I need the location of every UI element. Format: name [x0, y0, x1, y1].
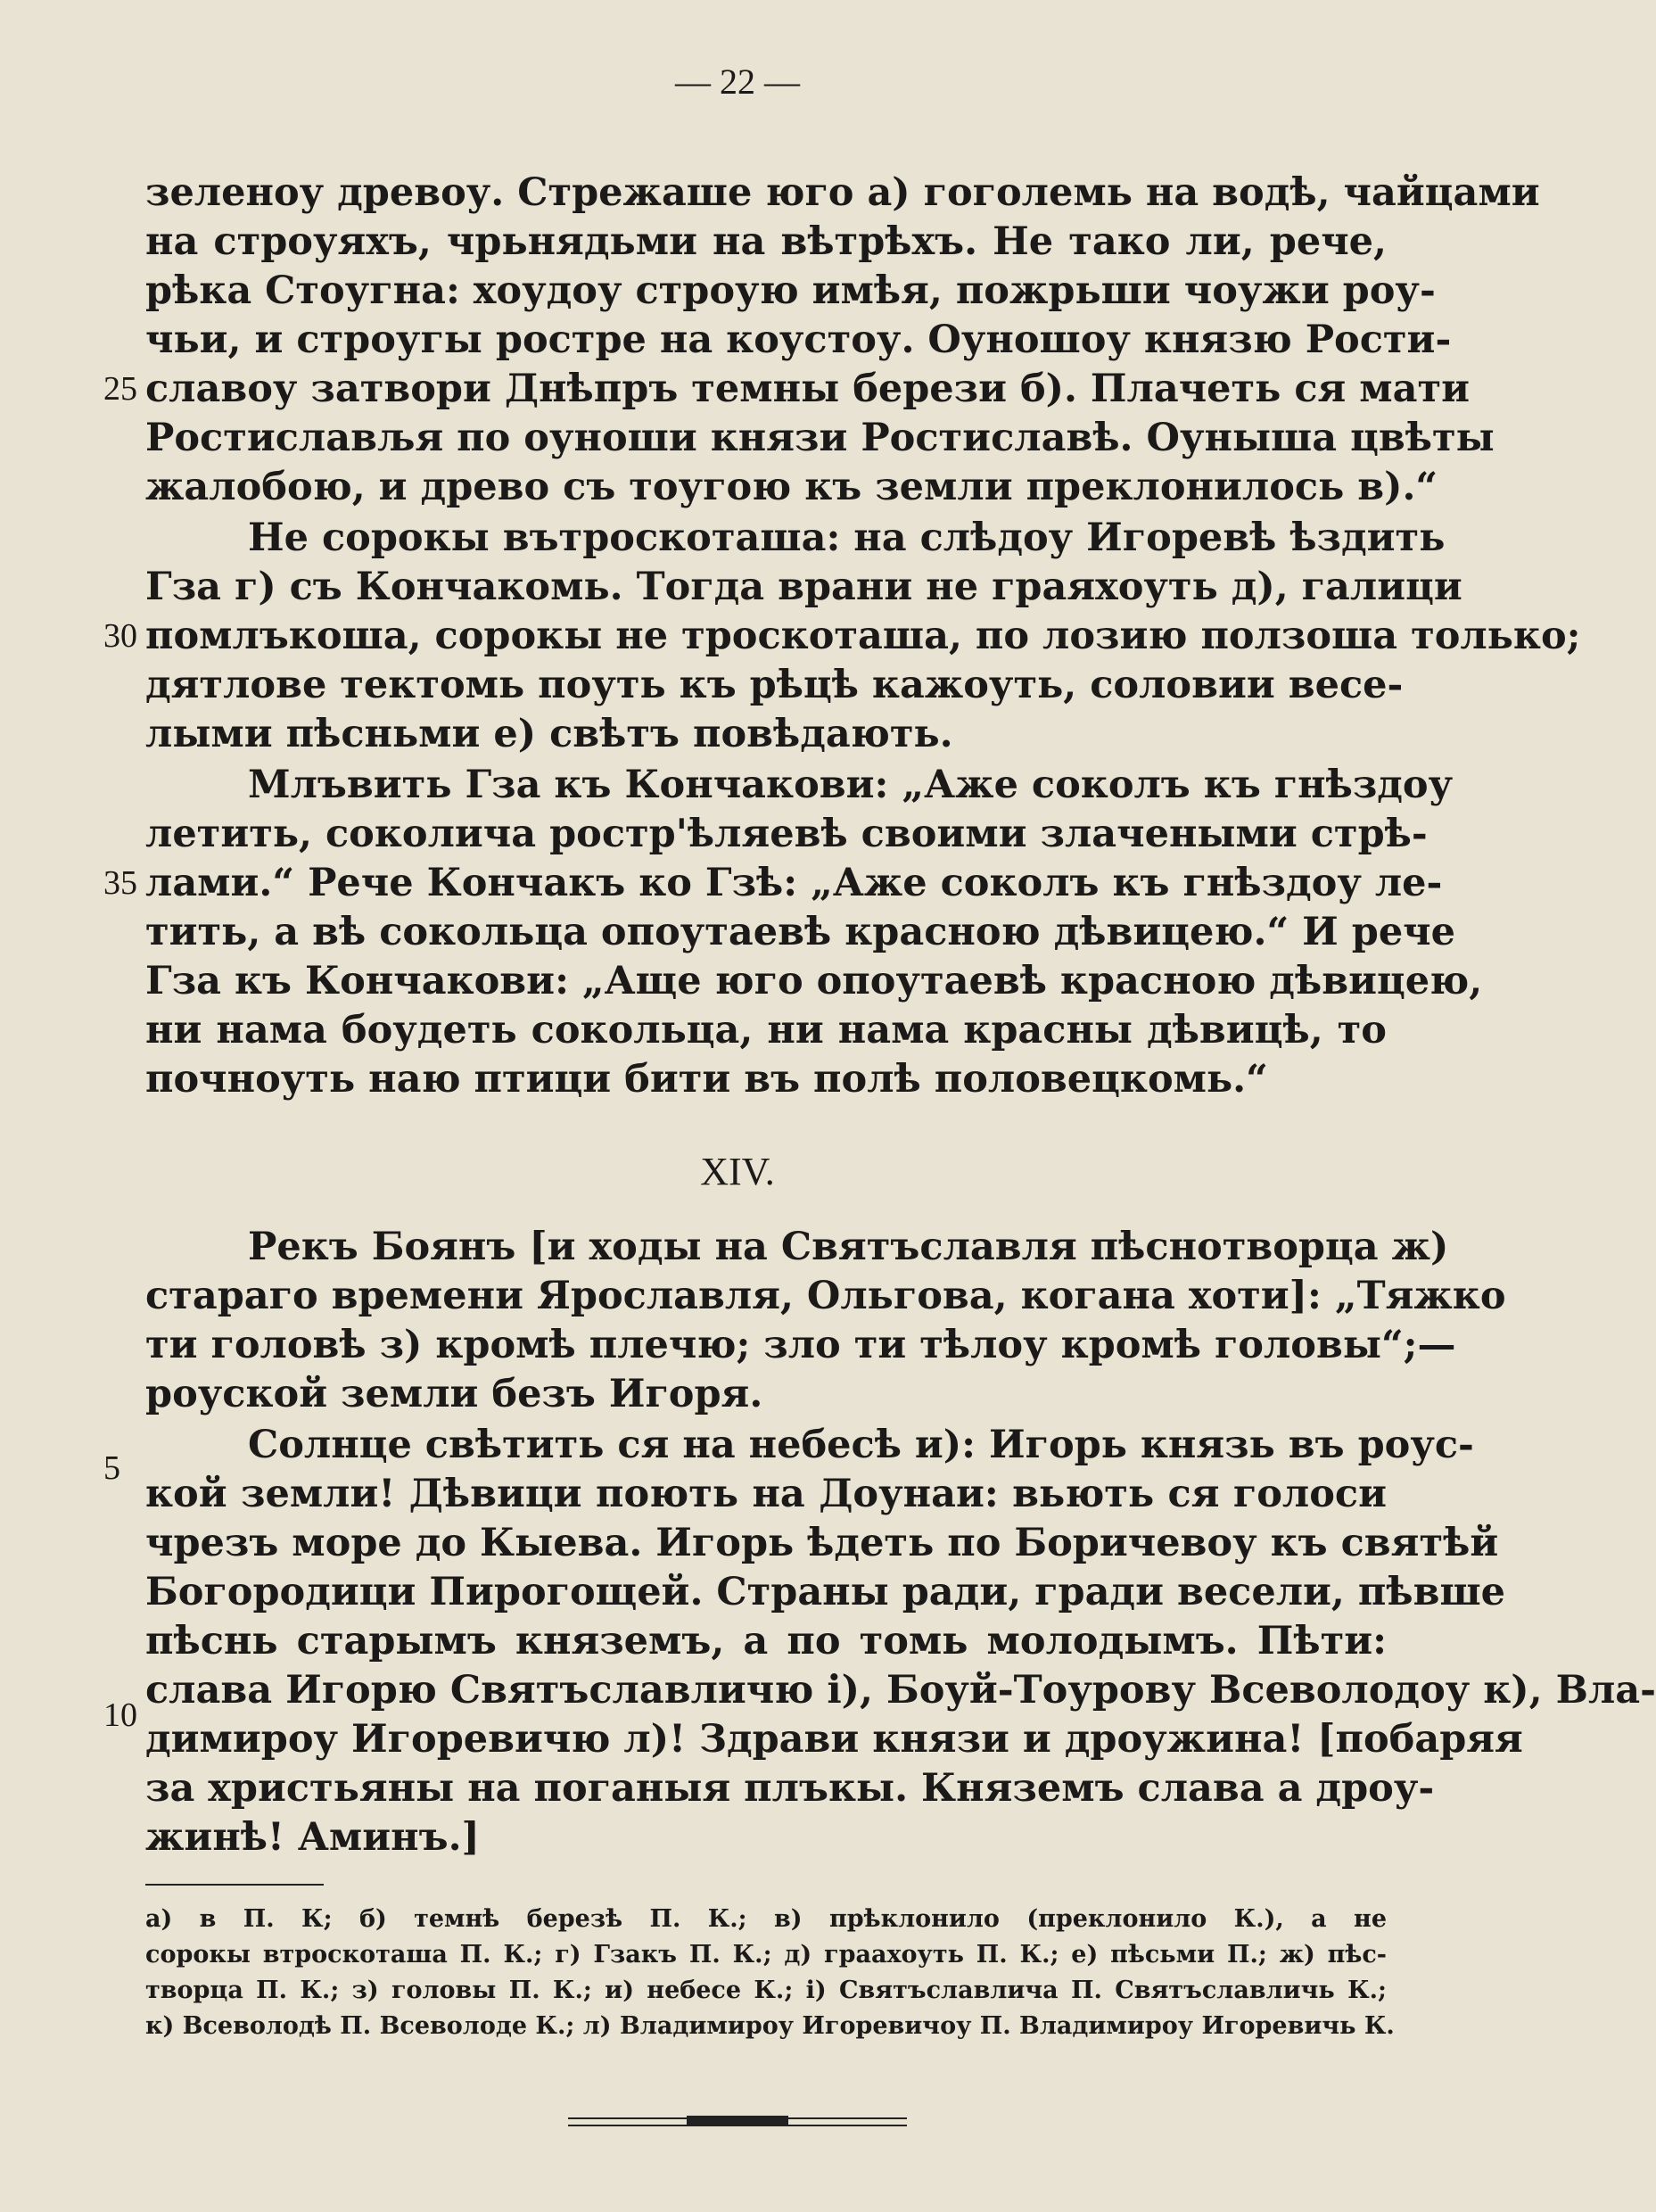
text-line: Рекъ Боянъ [и ходы на Святъславля пѣснотворца ж) [248, 1225, 1449, 1269]
text-line: чьи, и строугы ростре на коустоу. Оуношоу князю Рости- [145, 318, 1452, 362]
footnote-line: творца П. К.; з) головы П. К.; и) небесе К.; і) Святъславлича П. Святъславличь К.; [145, 1977, 1387, 2004]
footnote-line: сорокы втроскоташа П. К.; г) Гзакъ П. К.; д) граахоуть П. К.; е) пѣсьми П.; ж) пѣс- [145, 1941, 1387, 1969]
text-line: лыми пѣсньми е) свѣтъ повѣдають. [145, 712, 953, 756]
text-line: жалобою, и древо съ тоугою къ земли преклонилось в).“ [145, 465, 1438, 509]
text-line: ти головѣ з) кромѣ плечю; зло ти тѣлоу кромѣ головы“;— [145, 1323, 1456, 1367]
text-line: летить, соколича ростр'ѣляевѣ своими злачеными стрѣ- [145, 812, 1428, 856]
text-line: почноуть наю птици бити въ полѣ половецкомь.“ [145, 1057, 1268, 1102]
line-number: 5 [103, 1449, 120, 1487]
text-line: зеленоу древоу. Стрежаше юго а) гоголемь на водѣ, чайцами [145, 170, 1540, 215]
footnote-line: а) в П. К; б) темнѣ березѣ П. К.; в) прѣклонило (преклонило К.), а не [145, 1905, 1387, 1933]
text-line: дятлове тектомь поуть къ рѣцѣ кажоуть, соловии весе- [145, 663, 1404, 707]
text-line: жинѣ! Аминъ.] [145, 1815, 480, 1860]
line-number: 30 [103, 617, 137, 655]
text-line: рѣка Стоугна: хоудоу строую имѣя, пожрьши чоужи роу- [145, 268, 1436, 313]
text-line: помлъкоша, сорокы не троскоташа, по лозию ползоша только; [145, 614, 1581, 658]
text-line: Богородици Пирогощей. Страны ради, гради весели, пѣвше [145, 1570, 1506, 1614]
line-number: 35 [103, 864, 137, 902]
text-line: стараго времени Ярославля, Ольгова, когана хоти]: „Тяжко [145, 1274, 1506, 1318]
text-line: лами.“ Рече Кончакъ ко Гзѣ: „Аже соколъ къ гнѣздоу ле- [145, 861, 1443, 905]
text-line: слава Игорю Святъславличю і), Боуй-Тоурову Всеволодоу к), Вла- [145, 1668, 1656, 1713]
text-line: чрезъ море до Кыева. Игорь ѣдеть по Боричевоу къ святѣй [145, 1521, 1499, 1565]
text-line: Ростислављя по оуноши князи Ростиславѣ. Оуныша цвѣты [145, 416, 1495, 460]
footnote-rule [145, 1884, 324, 1886]
text-line: Гза г) съ Кончакомь. Тогда врани не граяхоуть д), галици [145, 565, 1462, 609]
text-line: за христьяны на поганыя плъкы. Княземъ слава а дроу- [145, 1766, 1435, 1811]
text-line: тить, а вѣ сокольца опоутаевѣ красною дѣвицею.“ И рече [145, 910, 1456, 954]
text-line: кой земли! Дѣвици поють на Доунаи: вьють ся голоси [145, 1472, 1387, 1516]
text-line: Млъвить Гза къ Кончакови: „Аже соколъ къ гнѣздоу [248, 763, 1454, 807]
line-number: 25 [103, 370, 137, 408]
text-line: Не сорокы вътроскоташа: на слѣдоу Игоревѣ ѣздить [248, 516, 1446, 560]
end-ornament-center [687, 2116, 788, 2125]
line-number: 10 [103, 1696, 137, 1734]
text-line: на строуяхъ, чрьнядьми на вѣтрѣхъ. Не тако ли, рече, [145, 219, 1387, 264]
page-number: — 22 — [675, 62, 800, 102]
text-line: Солнце свѣтить ся на небесѣ и): Игорь князь въ роус- [248, 1423, 1474, 1467]
text-line: ни нама боудеть сокольца, ни нама красны дѣвицѣ, то [145, 1008, 1387, 1052]
text-line: Гза къ Кончакови: „Аще юго опоутаевѣ красною дѣвицею, [145, 959, 1483, 1003]
text-line: роуской земли безъ Игоря. [145, 1372, 763, 1416]
text-line: славоу затвори Днѣпръ темны берези б). Плачеть ся мати [145, 367, 1471, 411]
text-line: пѣснь старымъ княземъ, а по томь молодымъ. Пѣти: [145, 1619, 1387, 1663]
text-line: димироу Игоревичю л)! Здрави князи и дроужина! [побаряя [145, 1717, 1523, 1762]
footnote-line: к) Всеволодѣ П. Всеволоде К.; л) Владимироу Игоревичоу П. Владимироу Игоревичь К. [145, 2012, 1395, 2040]
section-title: XIV. [700, 1150, 775, 1193]
